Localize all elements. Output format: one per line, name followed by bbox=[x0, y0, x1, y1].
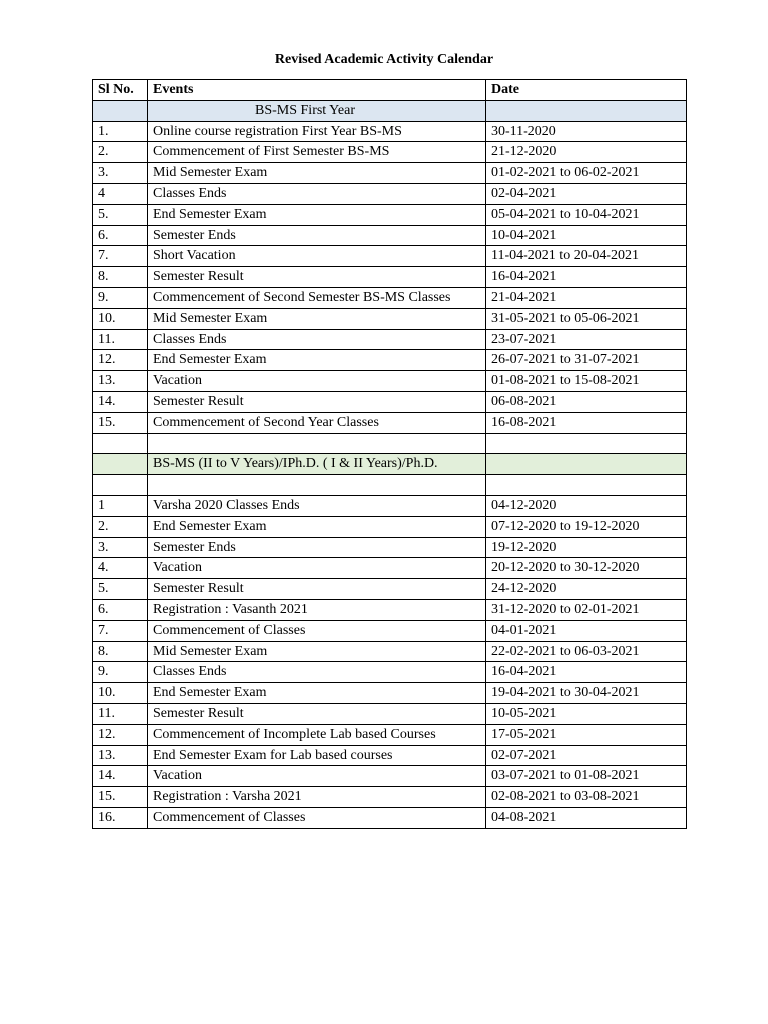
table-row bbox=[93, 683, 687, 704]
date-cell: 10-05-2021 bbox=[486, 703, 687, 724]
sl-no-cell: 8. bbox=[93, 641, 148, 662]
event-cell: Commencement of Second Semester BS-MS Classes bbox=[148, 287, 486, 308]
table-row bbox=[93, 641, 687, 662]
table-row bbox=[93, 246, 687, 267]
event-cell: End Semester Exam bbox=[148, 516, 486, 537]
section-header-bs-ms-first-year bbox=[93, 100, 687, 121]
section-label: BS-MS First Year bbox=[148, 100, 486, 121]
sl-no-cell: 7. bbox=[93, 246, 148, 267]
header-events: Events bbox=[148, 80, 486, 101]
table-row bbox=[93, 662, 687, 683]
table-row bbox=[93, 371, 687, 392]
sl-no-cell: 2. bbox=[93, 516, 148, 537]
sl-no-cell: 9. bbox=[93, 662, 148, 683]
date-cell: 11-04-2021 to 20-04-2021 bbox=[486, 246, 687, 267]
sl-no-cell: 14. bbox=[93, 766, 148, 787]
date-cell: 30-11-2020 bbox=[486, 121, 687, 142]
date-cell: 07-12-2020 to 19-12-2020 bbox=[486, 516, 687, 537]
sl-no-cell: 13. bbox=[93, 371, 148, 392]
event-cell: End Semester Exam for Lab based courses bbox=[148, 745, 486, 766]
sl-no-cell: 5. bbox=[93, 204, 148, 225]
event-cell: End Semester Exam bbox=[148, 683, 486, 704]
event-cell: Semester Result bbox=[148, 703, 486, 724]
table-header-row bbox=[93, 80, 687, 101]
date-cell: 02-07-2021 bbox=[486, 745, 687, 766]
table-row bbox=[93, 516, 687, 537]
date-cell: 20-12-2020 to 30-12-2020 bbox=[486, 558, 687, 579]
table-row bbox=[93, 163, 687, 184]
date-cell: 19-04-2021 to 30-04-2021 bbox=[486, 683, 687, 704]
sl-no-cell: 15. bbox=[93, 412, 148, 433]
sl-no-cell: 11. bbox=[93, 703, 148, 724]
sl-no-cell: 7. bbox=[93, 620, 148, 641]
date-cell: 06-08-2021 bbox=[486, 391, 687, 412]
table-body bbox=[93, 100, 687, 828]
date-cell: 23-07-2021 bbox=[486, 329, 687, 350]
empty-row bbox=[93, 433, 687, 454]
table-row bbox=[93, 308, 687, 329]
header-sl-no: Sl No. bbox=[93, 80, 148, 101]
event-cell: Mid Semester Exam bbox=[148, 308, 486, 329]
date-cell: 17-05-2021 bbox=[486, 724, 687, 745]
sl-no-cell: 12. bbox=[93, 724, 148, 745]
date-cell: 02-08-2021 to 03-08-2021 bbox=[486, 787, 687, 808]
event-cell: Semester Result bbox=[148, 579, 486, 600]
table-row bbox=[93, 287, 687, 308]
table-row bbox=[93, 267, 687, 288]
date-cell: 16-04-2021 bbox=[486, 267, 687, 288]
table-row bbox=[93, 787, 687, 808]
sl-no-cell: 2. bbox=[93, 142, 148, 163]
table-row bbox=[93, 620, 687, 641]
date-cell: 03-07-2021 to 01-08-2021 bbox=[486, 766, 687, 787]
sl-no-cell: 10. bbox=[93, 308, 148, 329]
sl-no-cell: 16. bbox=[93, 807, 148, 828]
date-cell: 21-04-2021 bbox=[486, 287, 687, 308]
sl-no-cell: 15. bbox=[93, 787, 148, 808]
table-row bbox=[93, 142, 687, 163]
event-cell: Vacation bbox=[148, 558, 486, 579]
sl-no-cell: 9. bbox=[93, 287, 148, 308]
sl-no-cell: 6. bbox=[93, 225, 148, 246]
event-cell: End Semester Exam bbox=[148, 350, 486, 371]
event-cell: Registration : Varsha 2021 bbox=[148, 787, 486, 808]
table-row bbox=[93, 225, 687, 246]
sl-no-cell: 3. bbox=[93, 163, 148, 184]
date-cell: 26-07-2021 to 31-07-2021 bbox=[486, 350, 687, 371]
event-cell: Commencement of Classes bbox=[148, 807, 486, 828]
date-cell: 16-04-2021 bbox=[486, 662, 687, 683]
table-row bbox=[93, 412, 687, 433]
table-row bbox=[93, 579, 687, 600]
table-row bbox=[93, 807, 687, 828]
sl-no-cell: 6. bbox=[93, 599, 148, 620]
event-cell: Registration : Vasanth 2021 bbox=[148, 599, 486, 620]
event-cell: Varsha 2020 Classes Ends bbox=[148, 495, 486, 516]
table-row bbox=[93, 766, 687, 787]
page-title: Revised Academic Activity Calendar bbox=[274, 52, 494, 67]
sl-no-cell: 8. bbox=[93, 267, 148, 288]
date-cell: 16-08-2021 bbox=[486, 412, 687, 433]
date-cell: 31-05-2021 to 05-06-2021 bbox=[486, 308, 687, 329]
event-cell: Classes Ends bbox=[148, 329, 486, 350]
sl-no-cell: 14. bbox=[93, 391, 148, 412]
section-header-bs-ms-ii-to-v bbox=[93, 454, 687, 475]
event-cell: Semester Ends bbox=[148, 225, 486, 246]
date-cell: 01-08-2021 to 15-08-2021 bbox=[486, 371, 687, 392]
event-cell: Short Vacation bbox=[148, 246, 486, 267]
table-row bbox=[93, 599, 687, 620]
table-row bbox=[93, 183, 687, 204]
event-cell: Commencement of Classes bbox=[148, 620, 486, 641]
date-cell: 04-01-2021 bbox=[486, 620, 687, 641]
table-row bbox=[93, 558, 687, 579]
table-row bbox=[93, 329, 687, 350]
sl-no-cell: 4. bbox=[93, 558, 148, 579]
event-cell: Classes Ends bbox=[148, 183, 486, 204]
date-cell: 04-08-2021 bbox=[486, 807, 687, 828]
date-cell: 10-04-2021 bbox=[486, 225, 687, 246]
sl-no-cell: 5. bbox=[93, 579, 148, 600]
table-row bbox=[93, 121, 687, 142]
date-cell: 01-02-2021 to 06-02-2021 bbox=[486, 163, 687, 184]
empty-row bbox=[93, 475, 687, 496]
table-row bbox=[93, 745, 687, 766]
table-row bbox=[93, 495, 687, 516]
sl-no-cell: 1. bbox=[93, 121, 148, 142]
date-cell: 21-12-2020 bbox=[486, 142, 687, 163]
sl-no-cell: 10. bbox=[93, 683, 148, 704]
sl-no-cell: 4 bbox=[93, 183, 148, 204]
sl-no-cell: 1 bbox=[93, 495, 148, 516]
table-row bbox=[93, 537, 687, 558]
calendar-table bbox=[92, 79, 687, 829]
table-row bbox=[93, 724, 687, 745]
event-cell: Vacation bbox=[148, 371, 486, 392]
date-cell: 22-02-2021 to 06-03-2021 bbox=[486, 641, 687, 662]
event-cell: Semester Result bbox=[148, 391, 486, 412]
event-cell: Commencement of Second Year Classes bbox=[148, 412, 486, 433]
table-row bbox=[93, 350, 687, 371]
date-cell: 31-12-2020 to 02-01-2021 bbox=[486, 599, 687, 620]
date-cell: 19-12-2020 bbox=[486, 537, 687, 558]
event-cell: Mid Semester Exam bbox=[148, 641, 486, 662]
event-cell: Commencement of First Semester BS-MS bbox=[148, 142, 486, 163]
table-row bbox=[93, 204, 687, 225]
date-cell: 24-12-2020 bbox=[486, 579, 687, 600]
section-label: BS-MS (II to V Years)/IPh.D. ( I & II Years)/Ph.D. bbox=[148, 454, 486, 475]
sl-no-cell: 3. bbox=[93, 537, 148, 558]
event-cell: End Semester Exam bbox=[148, 204, 486, 225]
event-cell: Semester Ends bbox=[148, 537, 486, 558]
date-cell: 02-04-2021 bbox=[486, 183, 687, 204]
date-cell: 04-12-2020 bbox=[486, 495, 687, 516]
date-cell: 05-04-2021 to 10-04-2021 bbox=[486, 204, 687, 225]
event-cell: Classes Ends bbox=[148, 662, 486, 683]
sl-no-cell: 13. bbox=[93, 745, 148, 766]
table-row bbox=[93, 391, 687, 412]
event-cell: Online course registration First Year BS-MS bbox=[148, 121, 486, 142]
sl-no-cell: 11. bbox=[93, 329, 148, 350]
table-row bbox=[93, 703, 687, 724]
event-cell: Commencement of Incomplete Lab based Courses bbox=[148, 724, 486, 745]
event-cell: Semester Result bbox=[148, 267, 486, 288]
event-cell: Mid Semester Exam bbox=[148, 163, 486, 184]
event-cell: Vacation bbox=[148, 766, 486, 787]
header-date: Date bbox=[486, 80, 687, 101]
sl-no-cell: 12. bbox=[93, 350, 148, 371]
